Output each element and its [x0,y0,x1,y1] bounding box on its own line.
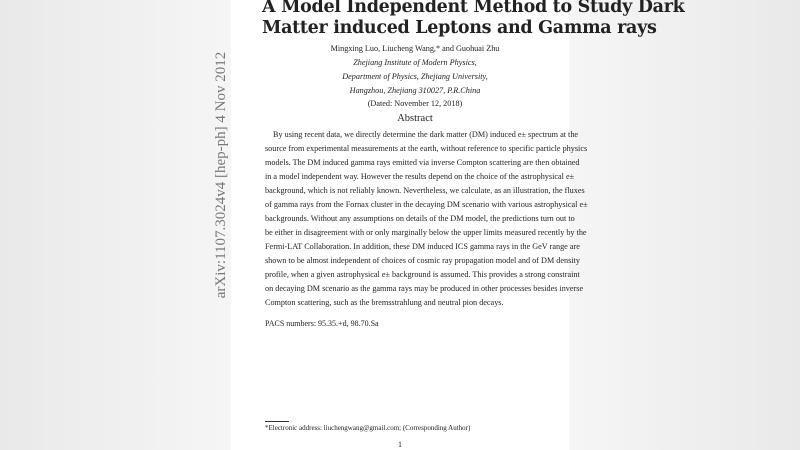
authors: Mingxing Luo, Liucheng Wang,* and Guohuai Zhu [330,44,500,53]
abstract-heading: Abstract [397,113,433,124]
footnote-rule [265,421,289,422]
abstract-line: in a model independent way. However the results depend on the choice of the astrophysical e± [265,172,575,181]
abstract-line: profile, when a given astrophysical e± background is assumed. This provides a strong constraint [265,270,580,279]
affiliation-line: Department of Physics, Zhejiang University, [342,72,488,81]
abstract-line: background, which is not reliably known. Nevertheless, we calculate, as an illustration, the fluxes [265,186,585,195]
abstract-line: Compton scattering, such as the bremsstrahlung and neutral pion decays. [265,298,504,307]
page-number: 1 [398,440,402,449]
abstract-line: Fermi-LAT Collaboration. In addition, these DM induced ICS gamma rays in the GeV range are [265,242,580,251]
abstract-line: shown to be almost independent of choices of cosmic ray propagation model and of DM density [265,256,580,265]
footnote: *Electronic address: liuchengwang@gmail.com; (Corresponding Author) [265,424,471,432]
abstract-line: By using recent data, we directly determine the dark matter (DM) induced e± spectrum at the [273,130,579,139]
pacs-numbers: PACS numbers: 95.35.+d, 98.70.Sa [265,319,379,328]
paper-title: A Model Independent Method to Study Dark Matter induced Leptons and Gamma rays [262,0,685,38]
abstract-line: backgrounds. Without any assumptions on details of the DM model, the predictions turn out to [265,214,575,223]
abstract-line: source from experimental measurements at the earth, without reference to specific particle physics [265,144,588,153]
dated: (Dated: November 12, 2018) [367,99,463,108]
abstract-line: models. The DM induced gamma rays emitted via inverse Compton scattering are then obtained [265,158,580,167]
affiliation-line: Hangzhou, Zhejiang 310027, P.R.China [349,86,481,95]
abstract-line: on decaying DM scenario as the gamma rays may be produced in other processes besides inverse [265,284,584,293]
affiliation-line: Zhejiang Institute of Modern Physics, [353,58,477,67]
abstract-line: of gamma rays from the Fornax cluster in the decaying DM scenario with various astrophysical e± [265,200,588,209]
abstract-line: be either in disagreement with or only marginally below the upper limits measured recently by the [265,228,587,237]
